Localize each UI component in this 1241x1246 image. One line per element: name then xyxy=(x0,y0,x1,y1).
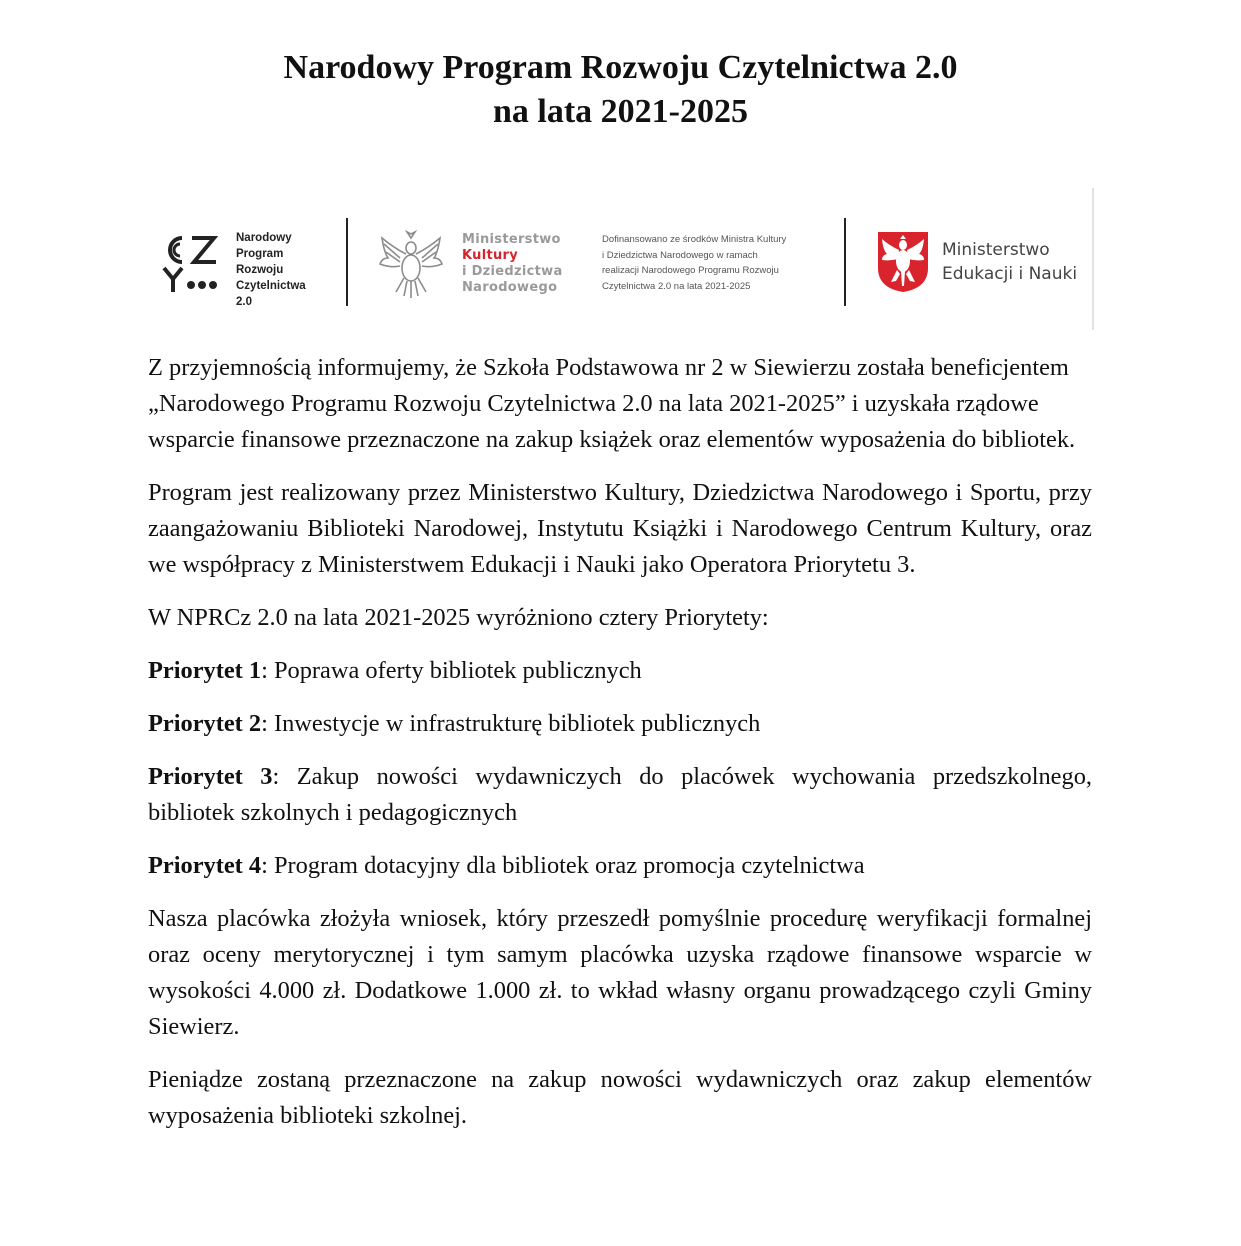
logo-banner xyxy=(148,188,1094,330)
priority-text: : Inwestycje w infrastrukturę bibliotek publicznych xyxy=(261,710,761,737)
eagle-emblem-icon xyxy=(378,228,444,300)
priority-item xyxy=(148,706,1092,742)
priority-label: Priorytet 3 xyxy=(148,763,273,790)
title-line-2: na lata 2021-2025 xyxy=(493,93,748,130)
nprcz-logo-text: Narodowy Program Rozwoju Czytelnictwa 2.0 xyxy=(236,232,306,308)
priority-label: Priorytet 4 xyxy=(148,852,262,879)
priority-item xyxy=(148,653,1092,689)
priority-item xyxy=(148,759,1092,831)
priority-text: : Poprawa oferty bibliotek publicznych xyxy=(261,657,642,684)
priority-label: Priorytet 1 xyxy=(148,657,262,684)
paragraph-application: Nasza placówka złożyła wniosek, który przeszedł pomyślnie procedurę weryfikacji formalnej oraz oceny merytorycznej i tym samym placówka uzyska rządowe finansowe wsparcie w wysokości 4.000 zł. Dodatkowe 1.000 zł. to wkład własny organu prowadzącego czyli Gminy Siewierz. xyxy=(148,905,1092,1040)
priority-item xyxy=(148,848,1092,884)
banner-right-edge xyxy=(1092,188,1094,330)
priority-text: : Zakup nowości wydawniczych do placówek wychowania przedszkolnego, bibliotek szkolnych i pedagogicznych xyxy=(148,763,1092,826)
article-body xyxy=(148,350,1092,1151)
polish-emblem-icon xyxy=(876,230,930,294)
paragraph-intro: Z przyjemnością informujemy, że Szkoła Podstawowa nr 2 w Siewierzu została beneficjentem „Narodowego Programu Rozwoju Czytelnictwa 2.0 na lata 2021-2025” i uzyskała rządowe wsparcie finansowe przeznaczone na zakup książek oraz elementów wyposażenia do bibliotek. xyxy=(148,354,1076,453)
men-logo-text: Ministerstwo Edukacji i Nauki xyxy=(942,240,1078,284)
nprcz-logo-icon xyxy=(160,232,222,294)
priority-label: Priorytet 2 xyxy=(148,710,262,737)
paragraph-priorities-intro: W NPRCz 2.0 na lata 2021-2025 wyróżniono cztery Priorytety: xyxy=(148,604,769,631)
paragraph-purpose: Pieniądze zostaną przeznaczone na zakup nowości wydawniczych oraz zakup elementów wyposażenia biblioteki szkolnej. xyxy=(148,1066,1092,1129)
page-title xyxy=(0,46,1241,134)
funding-note: Dofinansowano ze środków Ministra Kultury i Dziedzictwa Narodowego w ramach realizacji Narodowego Programu Rozwoju Czytelnictwa 2.0 na lata 2021-2025 xyxy=(602,234,787,292)
mkidn-logo-text: Ministerstwo Kultury i Dziedzictwa Narodowego xyxy=(462,232,563,295)
paragraph-program: Program jest realizowany przez Ministerstwo Kultury, Dziedzictwa Narodowego i Sportu, przy zaangażowaniu Biblioteki Narodowej, Instytutu Książki i Narodowego Centrum Kultury, oraz we współpracy z Ministerstwem Edukacji i Nauki jako Operatora Priorytetu 3. xyxy=(148,479,1092,578)
logo-divider xyxy=(346,218,348,306)
logo-divider xyxy=(844,218,846,306)
title-line-1: Narodowy Program Rozwoju Czytelnictwa 2.0 xyxy=(283,49,958,86)
priority-text: : Program dotacyjny dla bibliotek oraz promocja czytelnictwa xyxy=(261,852,865,879)
